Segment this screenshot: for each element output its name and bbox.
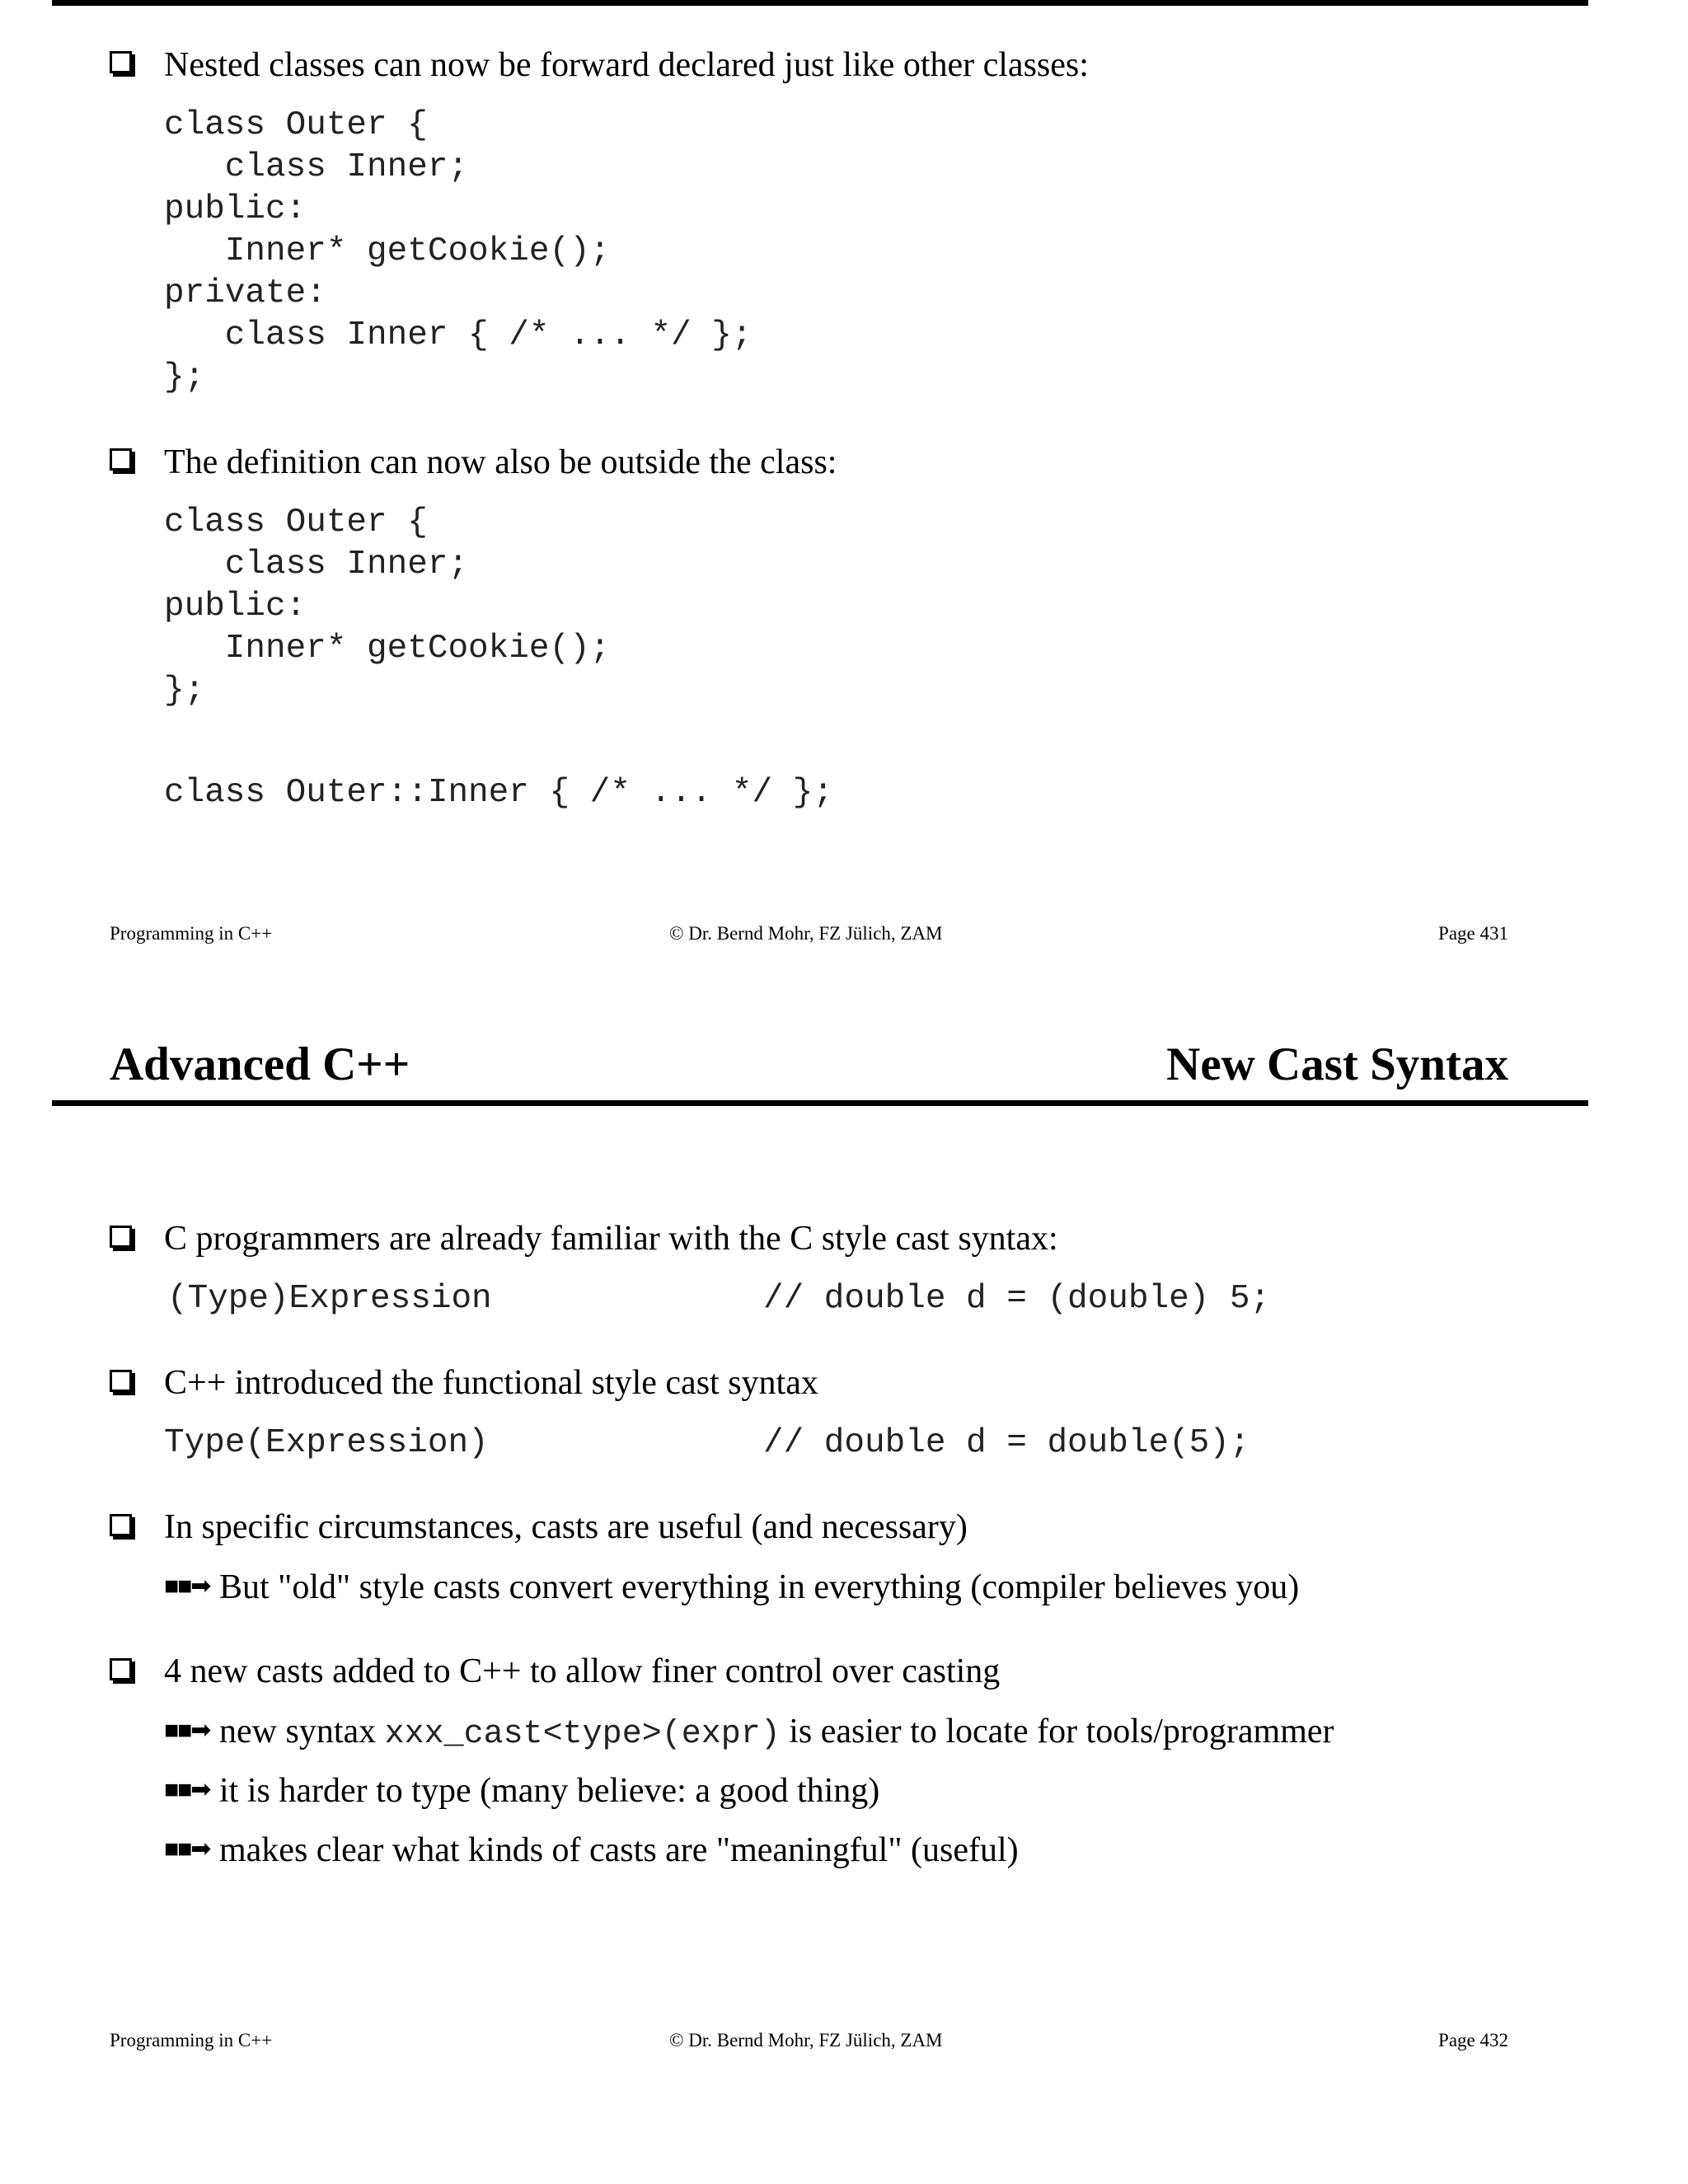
sub-bullet-text: makes clear what kinds of casts are "meaningful" (useful) [219, 1831, 1019, 1869]
bullet-text: The definition can now also be outside the class: [164, 443, 837, 481]
arrow-bullet-icon: ■■➡ [164, 1717, 210, 1744]
sub-bullet-text-part: is easier to locate for tools/programmer [789, 1713, 1334, 1750]
checkbox-bullet-icon [110, 1658, 132, 1680]
code-block: class Outer::Inner { /* ... */ }; [164, 774, 833, 812]
sub-bullet-text: But "old" style casts convert everything in everything (compiler believes you) [219, 1568, 1300, 1606]
bullet-text: C programmers are already familiar with the C style cast syntax: [164, 1220, 1058, 1258]
bullet-text: C++ introduced the functional style cast syntax [164, 1364, 818, 1402]
arrow-bullet-icon: ■■➡ [164, 1776, 210, 1803]
slide-topic: New Cast Syntax [1166, 1038, 1508, 1090]
footer-center: © Dr. Bernd Mohr, FZ Jülich, ZAM [669, 2030, 943, 2050]
checkbox-bullet-icon [110, 448, 132, 471]
bullet-text: In specific circumstances, casts are useful (and necessary) [164, 1508, 968, 1546]
code-block: class Outer { class Inner; public: Inner* getCookie(); private: class Inner { /* ... */ }; }; [164, 106, 753, 396]
title-rule [52, 1100, 1588, 1106]
code-comment: // double d = double(5); [763, 1424, 1250, 1462]
sub-bullet-text: it is harder to type (many believe: a good thing) [219, 1772, 880, 1810]
code-line: (Type)Expression [167, 1280, 492, 1318]
footer-left: Programming in C++ [110, 2030, 273, 2050]
code-comment: // double d = (double) 5; [763, 1280, 1271, 1318]
footer-page-number: Page 432 [1438, 2030, 1508, 2050]
arrow-bullet-icon: ■■➡ [164, 1572, 210, 1600]
inline-code: xxx_cast<type>(expr) [384, 1716, 781, 1753]
footer-left: Programming in C++ [110, 923, 273, 944]
bullet-text: Nested classes can now be forward declared just like other classes: [164, 46, 1089, 84]
code-block: class Outer { class Inner; public: Inner* getCookie(); }; [164, 504, 611, 710]
slide-title: Advanced C++ [110, 1038, 410, 1090]
checkbox-bullet-icon [110, 1226, 132, 1248]
checkbox-bullet-icon [110, 51, 132, 73]
sub-bullet-text [219, 1714, 1334, 1751]
top-rule [52, 0, 1588, 6]
code-line: Type(Expression) [164, 1424, 489, 1462]
arrow-bullet-icon: ■■➡ [164, 1835, 210, 1863]
footer-center: © Dr. Bernd Mohr, FZ Jülich, ZAM [669, 923, 943, 944]
checkbox-bullet-icon [110, 1370, 132, 1392]
checkbox-bullet-icon [110, 1514, 132, 1536]
footer-page-number: Page 431 [1438, 923, 1508, 944]
sub-bullet-text-part: new syntax [219, 1713, 377, 1750]
bullet-text: 4 new casts added to C++ to allow finer control over casting [164, 1652, 1001, 1690]
